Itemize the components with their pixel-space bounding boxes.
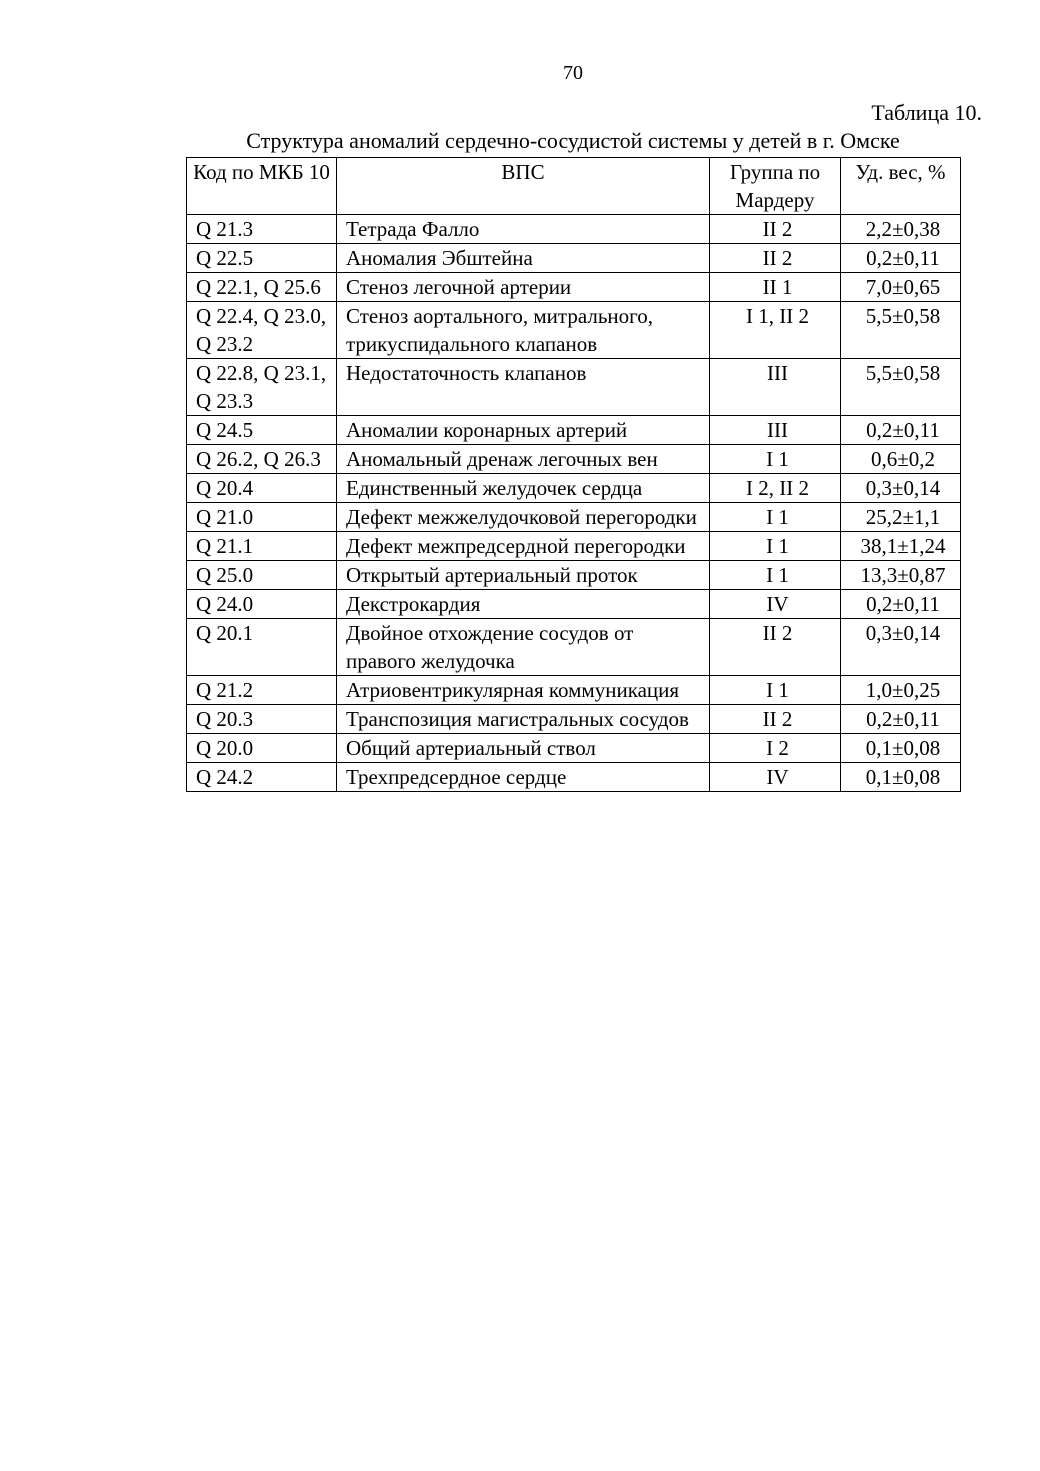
cell-name: Единственный желудочек сердца (337, 474, 710, 503)
cell-weight: 0,1±0,08 (841, 763, 961, 792)
header-group: Группа по Мардеру (710, 158, 841, 215)
table-row (187, 763, 961, 792)
cell-weight: 2,2±0,38 (841, 215, 961, 244)
header-code: Код по МКБ 10 (187, 158, 337, 215)
cell-weight: 0,2±0,11 (841, 244, 961, 273)
table-row (187, 474, 961, 503)
cell-group: I 1 (710, 676, 841, 705)
cell-name: Аномальный дренаж легочных вен (337, 445, 710, 474)
cell-code: Q 20.1 (187, 619, 337, 676)
cell-weight: 5,5±0,58 (841, 359, 961, 416)
cell-group: II 1 (710, 273, 841, 302)
cell-name: Трехпредсердное сердце (337, 763, 710, 792)
cell-weight: 0,1±0,08 (841, 734, 961, 763)
cell-code: Q 22.8, Q 23.1, Q 23.3 (187, 359, 337, 416)
cell-group: IV (710, 590, 841, 619)
header-weight: Уд. вес, % (841, 158, 961, 215)
cell-group: I 1 (710, 445, 841, 474)
cell-group: I 1, II 2 (710, 302, 841, 359)
cell-group: IV (710, 763, 841, 792)
cell-name: Недостаточность клапанов (337, 359, 710, 416)
cell-group: I 1 (710, 561, 841, 590)
cell-name: Двойное отхождение сосудов от правого желудочка (337, 619, 710, 676)
cell-name: Стеноз легочной артерии (337, 273, 710, 302)
table-row (187, 503, 961, 532)
cell-code: Q 20.4 (187, 474, 337, 503)
header-name: ВПС (337, 158, 710, 215)
cell-weight: 0,6±0,2 (841, 445, 961, 474)
cell-code: Q 20.0 (187, 734, 337, 763)
cell-group: I 1 (710, 503, 841, 532)
cell-group: II 2 (710, 619, 841, 676)
cell-group: III (710, 416, 841, 445)
cell-name: Транспозиция магистральных сосудов (337, 705, 710, 734)
cell-code: Q 26.2, Q 26.3 (187, 445, 337, 474)
cell-code: Q 25.0 (187, 561, 337, 590)
cell-name: Декстрокардия (337, 590, 710, 619)
table-header-row (187, 158, 961, 215)
cell-group: I 1 (710, 532, 841, 561)
cell-code: Q 22.5 (187, 244, 337, 273)
cell-name: Дефект межпредсердной перегородки (337, 532, 710, 561)
cell-weight: 0,3±0,14 (841, 619, 961, 676)
table-row (187, 359, 961, 416)
cell-group: I 2, II 2 (710, 474, 841, 503)
cell-code: Q 21.2 (187, 676, 337, 705)
cell-name: Тетрада Фалло (337, 215, 710, 244)
cell-weight: 38,1±1,24 (841, 532, 961, 561)
cell-weight: 7,0±0,65 (841, 273, 961, 302)
cell-name: Дефект межжелудочковой перегородки (337, 503, 710, 532)
table-row (187, 416, 961, 445)
cell-code: Q 24.2 (187, 763, 337, 792)
cell-code: Q 24.5 (187, 416, 337, 445)
cell-weight: 25,2±1,1 (841, 503, 961, 532)
page-number: 70 (563, 62, 583, 84)
table-label: Таблица 10. (871, 100, 982, 125)
table-row (187, 676, 961, 705)
cell-code: Q 20.3 (187, 705, 337, 734)
cell-code: Q 24.0 (187, 590, 337, 619)
cell-group: II 2 (710, 705, 841, 734)
cell-name: Открытый артериальный проток (337, 561, 710, 590)
table-row (187, 215, 961, 244)
cell-group: III (710, 359, 841, 416)
table-caption: Структура аномалий сердечно-сосудистой системы у детей в г. Омске (246, 128, 900, 153)
cell-weight: 13,3±0,87 (841, 561, 961, 590)
table-row (187, 244, 961, 273)
table-row (187, 273, 961, 302)
cell-code: Q 21.1 (187, 532, 337, 561)
cell-weight: 0,2±0,11 (841, 705, 961, 734)
cell-group: I 2 (710, 734, 841, 763)
cell-weight: 0,2±0,11 (841, 590, 961, 619)
cell-code: Q 22.4, Q 23.0, Q 23.2 (187, 302, 337, 359)
cell-code: Q 21.0 (187, 503, 337, 532)
cell-name: Стеноз аортального, митрального, трикуспидального клапанов (337, 302, 710, 359)
cell-name: Аномалии коронарных артерий (337, 416, 710, 445)
cell-weight: 0,2±0,11 (841, 416, 961, 445)
table-row (187, 302, 961, 359)
cell-group: II 2 (710, 244, 841, 273)
table-row (187, 734, 961, 763)
cell-code: Q 22.1, Q 25.6 (187, 273, 337, 302)
cell-group: II 2 (710, 215, 841, 244)
table-row (187, 705, 961, 734)
anomalies-table (186, 157, 961, 792)
cell-weight: 0,3±0,14 (841, 474, 961, 503)
table-row (187, 619, 961, 676)
table-row (187, 532, 961, 561)
cell-name: Общий артериальный ствол (337, 734, 710, 763)
cell-code: Q 21.3 (187, 215, 337, 244)
table-row (187, 445, 961, 474)
cell-name: Атриовентрикулярная коммуникация (337, 676, 710, 705)
table-row (187, 561, 961, 590)
cell-weight: 1,0±0,25 (841, 676, 961, 705)
cell-name: Аномалия Эбштейна (337, 244, 710, 273)
table-row (187, 590, 961, 619)
cell-weight: 5,5±0,58 (841, 302, 961, 359)
